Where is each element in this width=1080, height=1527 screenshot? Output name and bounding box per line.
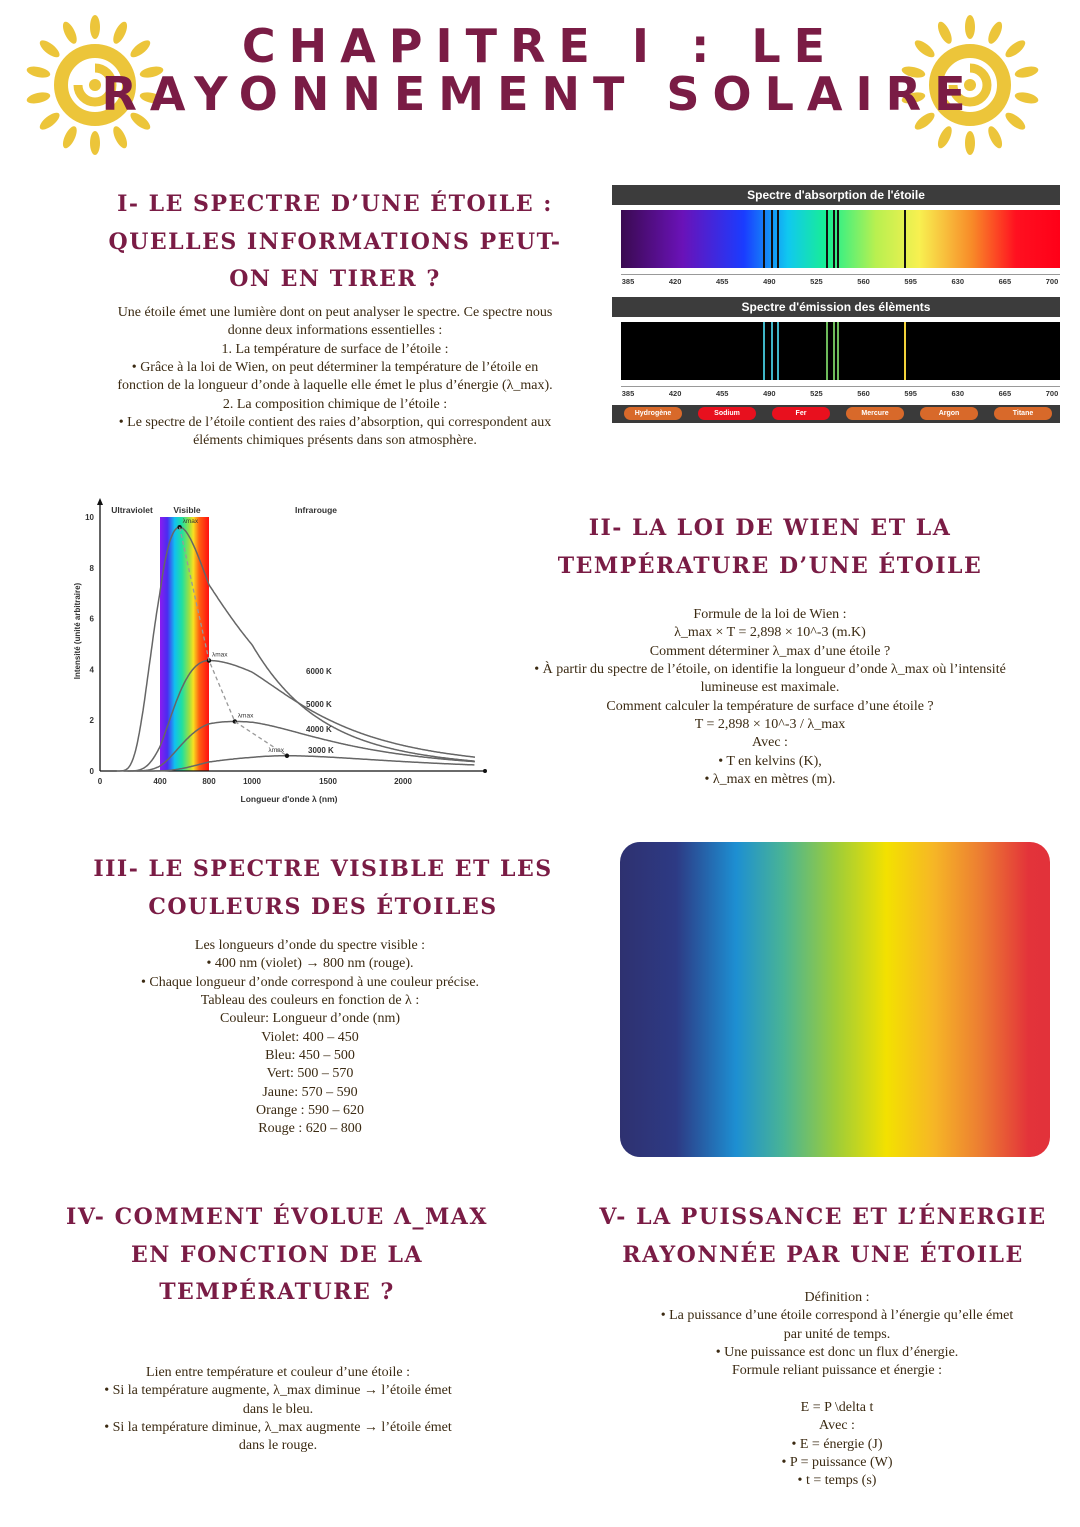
absorption-axis (612, 277, 1060, 287)
absorption-line (837, 210, 839, 268)
heading-line: V- LA PUISSANCE ET L’ÉNERGIE (599, 1204, 1047, 1230)
body-line: Orange : 590 – 620 (255, 1103, 365, 1119)
series-label: 4000 K (306, 725, 332, 734)
y-tick-label: 4 (89, 665, 94, 675)
section2-body (534, 606, 1006, 789)
emission-line (837, 322, 839, 380)
axis-rule (621, 274, 1060, 275)
absorption-line (826, 210, 828, 268)
element-pill-mercure: Mercure (846, 407, 904, 420)
tick-label: 700 (1045, 277, 1059, 286)
region-label-visible: Visible (173, 505, 201, 515)
x-tick-label: 800 (202, 777, 216, 786)
emission-line (777, 322, 779, 380)
sun-ray (985, 124, 1004, 150)
sun-ray (60, 124, 79, 150)
y-axis-label: Intensité (unité arbitraire) (73, 582, 82, 680)
spectrum-figure (612, 185, 1060, 425)
section4-heading (66, 1199, 488, 1312)
heading-line: II- LA LOI DE WIEN ET LA (588, 515, 952, 541)
tick-label: 595 (904, 389, 917, 398)
section1-heading (109, 186, 562, 299)
body-line (661, 1381, 1014, 1399)
series-label: 5000 K (306, 700, 332, 709)
emission-line (826, 322, 828, 380)
heading-line: TEMPÉRATURE D’UNE ÉTOILE (557, 552, 983, 579)
wien-chart (60, 495, 500, 815)
sun-ray (110, 124, 129, 150)
tick-label: 525 (810, 277, 823, 286)
body-line: T = 2,898 × 10^-3 / λ_max (694, 717, 846, 733)
sun-ray (935, 124, 954, 150)
page-title-line1: CHAPITRE I : LE (241, 19, 839, 73)
x-tick-label: 1500 (319, 777, 337, 786)
body-line: • Le spectre de l’étoile contient des raies d’absorption, qui correspondent aux (118, 415, 552, 431)
body-line: • La puissance d’une étoile correspond à l’énergie qu’elle émet (660, 1308, 1014, 1324)
heading-line: TEMPÉRATURE ? (159, 1279, 395, 1305)
element-legend (612, 405, 1060, 423)
heading-line: IV- COMMENT ÉVOLUE Λ_MAX (66, 1204, 488, 1230)
tick-label: 665 (998, 277, 1012, 286)
section5-heading (599, 1199, 1046, 1274)
x-tick-label: 2000 (394, 777, 412, 786)
peak-label: λmax (237, 712, 254, 720)
tick-label: 455 (715, 389, 729, 398)
absorption-line (777, 210, 779, 268)
sun-ray (90, 131, 100, 155)
body-line: Couleur: Longueur d’onde (nm) (219, 1011, 400, 1027)
body-line: par unité de temps. (783, 1326, 891, 1342)
region-label-infrarouge: Infrarouge (294, 505, 338, 515)
body-line: Tableau des couleurs en fonction de λ : (200, 993, 420, 1009)
y-tick-label: 8 (89, 563, 94, 573)
x-tick-label: 0 (97, 777, 103, 786)
peak-label: λmax (212, 651, 228, 659)
body-line: Lien entre température et couleur d’une étoile : (146, 1365, 410, 1380)
x-axis-arrow (483, 769, 487, 773)
body-line: éléments chimiques présents dans son atmosphère. (193, 433, 477, 449)
body-line: • À partir du spectre de l’étoile, on identifie la longueur d’onde λ_max où l’intensité (534, 662, 1006, 678)
body-line: Jaune: 570 – 590 (262, 1084, 358, 1100)
section4-body (104, 1364, 452, 1456)
y-tick-label: 10 (85, 513, 94, 522)
heading-line: I- LE SPECTRE D’UNE ÉTOILE : (117, 191, 553, 217)
heading-line: COULEURS DES ÉTOILES (148, 893, 498, 920)
body-line: λ_max × T = 2,898 × 10^-3 (m.K) (674, 625, 866, 641)
heading-line: QUELLES INFORMATIONS PEUT- (108, 228, 562, 255)
tick-label: 385 (621, 277, 635, 286)
absorption-line (833, 210, 835, 268)
tick-label: 630 (951, 277, 965, 286)
visible-spectrum-gradient (620, 842, 1050, 1157)
tick-label: 525 (810, 389, 823, 398)
body-line: • Si la température diminue, λ_max augmente → l’étoile émet (104, 1420, 452, 1436)
y-tick-label: 2 (89, 716, 94, 726)
x-axis-label: Longueur d'onde λ (nm) (240, 794, 338, 804)
axis-rule (621, 386, 1060, 387)
heading-line: ON EN TIRER ? (229, 266, 441, 292)
tick-label: 560 (857, 389, 870, 398)
tick-label: 700 (1045, 389, 1059, 398)
body-line: Comment déterminer λ_max d’une étoile ? (649, 643, 891, 659)
body-line: • Chaque longueur d’onde correspond à une couleur précise. (140, 974, 480, 990)
body-line: • 400 nm (violet) → 800 nm (rouge). (206, 956, 414, 972)
heading-line: III- LE SPECTRE VISIBLE ET LES (93, 856, 553, 882)
absorption-line (771, 210, 773, 268)
emission-line (763, 322, 765, 380)
y-axis-arrow (97, 498, 103, 505)
section1-body (117, 304, 552, 451)
absorption-line (763, 210, 765, 268)
tick-label: 385 (621, 389, 635, 398)
tick-label: 560 (857, 277, 870, 286)
body-line: • T en kelvins (K), (718, 753, 822, 769)
section5-body (661, 1289, 1014, 1491)
visible-band (160, 517, 209, 771)
section3-heading (93, 851, 552, 926)
body-line: fonction de la longueur d’onde à laquelle elle émet le plus d’énergie (λ_max). (117, 378, 553, 394)
body-line: Formule reliant puissance et énergie : (731, 1363, 943, 1379)
page-title-line2: RAYONNEMENT SOLAIRE (101, 67, 979, 121)
element-pill-argon: Argon (920, 407, 978, 420)
series-label: 6000 K (306, 667, 332, 676)
body-line: Bleu: 450 – 500 (265, 1048, 355, 1064)
body-line: Définition : (804, 1290, 870, 1305)
section2-heading (558, 510, 983, 585)
body-line: Avec : (819, 1418, 855, 1434)
tick-label: 665 (998, 389, 1012, 398)
body-line: lumineuse est maximale. (700, 680, 840, 696)
body-line: Avec : (752, 735, 788, 751)
tick-label: 595 (904, 277, 917, 286)
emission-line (904, 322, 906, 380)
body-line: • Si la température augmente, λ_max diminue → l’étoile émet (104, 1383, 452, 1399)
body-line: • Grâce à la loi de Wien, on peut déterminer la température de l’étoile en (131, 360, 539, 376)
series-label: 3000 K (308, 746, 334, 755)
y-tick-label: 0 (89, 767, 94, 776)
element-pill-sodium: Sodium (698, 407, 756, 420)
section3-body (141, 937, 479, 1139)
body-line: E = P \delta t (800, 1400, 874, 1416)
peak-label: λmax (182, 518, 199, 526)
body-line: • E = énergie (J) (791, 1436, 883, 1452)
body-line: Comment calculer la température de surface d’une étoile ? (606, 698, 934, 714)
body-line: 2. La composition chimique de l’étoile : (222, 396, 448, 412)
emission-spectrum (621, 322, 1060, 380)
emission-line (833, 322, 835, 380)
body-line: dans le bleu. (242, 1401, 314, 1417)
element-pill-titane: Titane (994, 407, 1052, 420)
peak-point (285, 754, 289, 758)
body-line: • P = puissance (W) (781, 1455, 893, 1471)
body-line: Formule de la loi de Wien : (693, 607, 847, 622)
body-line: dans le rouge. (238, 1438, 318, 1454)
x-tick-label: 1000 (243, 777, 261, 786)
sun-ray (965, 131, 975, 155)
absorption-spectrum (621, 210, 1060, 268)
tick-label: 455 (715, 277, 729, 286)
tick-label: 420 (668, 389, 682, 398)
heading-line: RAYONNÉE PAR UNE ÉTOILE (622, 1241, 1024, 1268)
tick-label: 490 (763, 277, 776, 286)
body-line: • λ_max en mètres (m). (704, 772, 836, 788)
tick-label: 420 (668, 277, 682, 286)
body-line: Rouge : 620 – 800 (258, 1121, 362, 1137)
body-line: Vert: 500 – 570 (266, 1066, 354, 1082)
body-line: 1. La température de surface de l’étoile : (221, 341, 449, 357)
element-pill-hydrogène: Hydrogène (624, 407, 682, 420)
y-tick-label: 6 (89, 614, 94, 624)
element-pill-fer: Fer (772, 407, 830, 420)
absorption-line (904, 210, 906, 268)
tick-label: 630 (951, 389, 965, 398)
body-line: Une étoile émet une lumière dont on peut analyser le spectre. Ce spectre nous (117, 305, 553, 320)
x-tick-label: 400 (153, 777, 167, 786)
tick-label: 490 (763, 389, 776, 398)
body-line: • t = temps (s) (797, 1473, 877, 1489)
body-line: donne deux informations essentielles : (227, 323, 443, 339)
body-line: Les longueurs d’onde du spectre visible : (194, 938, 426, 953)
emission-line (771, 322, 773, 380)
emission-title: Spectre d'émission des élèments (612, 297, 1060, 317)
body-line: • Une puissance est donc un flux d’énergie. (715, 1345, 959, 1361)
peak-label: λmax (268, 746, 284, 754)
region-label-ultraviolet: Ultraviolet (111, 505, 153, 515)
absorption-title: Spectre d'absorption de l'étoile (612, 185, 1060, 205)
heading-line: EN FONCTION DE LA (130, 1241, 424, 1268)
emission-axis (612, 389, 1060, 399)
body-line: Violet: 400 – 450 (261, 1029, 359, 1045)
